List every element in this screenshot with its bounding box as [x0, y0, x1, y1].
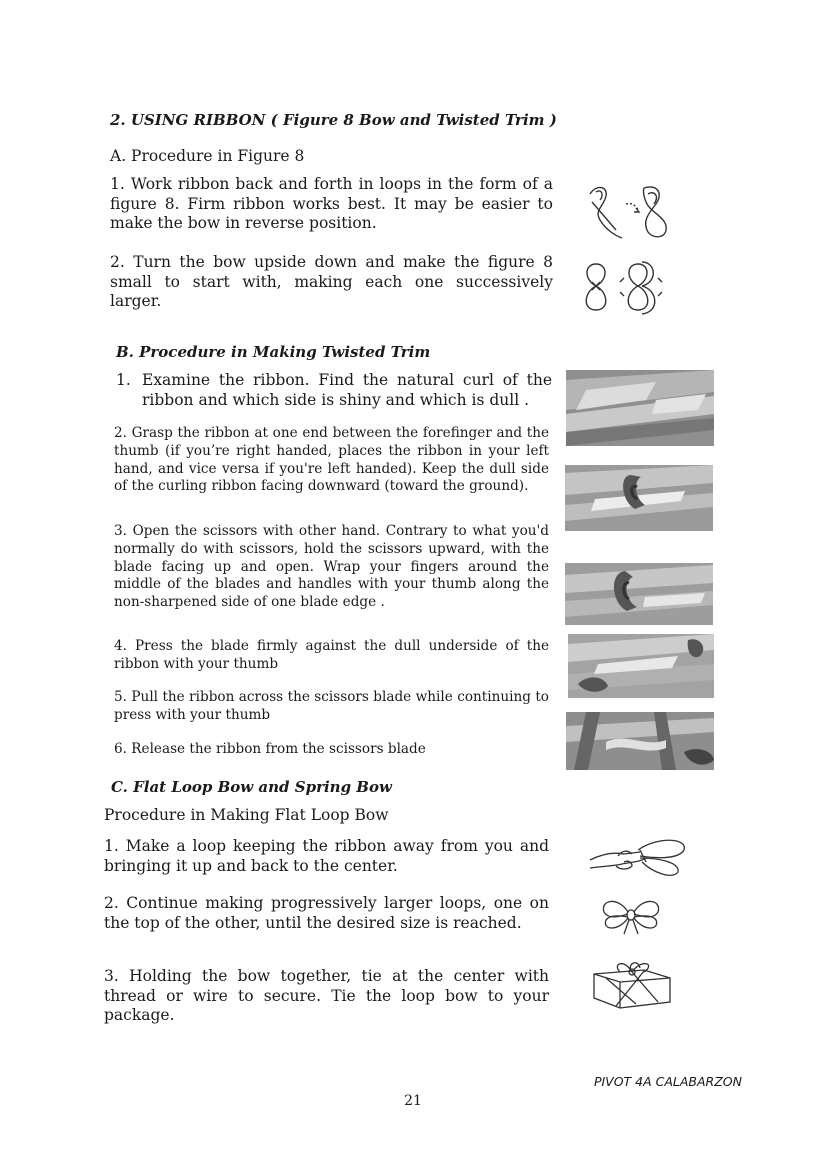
b-step-6: 6. Release the ribbon from the scissors blade	[114, 741, 426, 757]
b-step-3: 3. Open the scissors with other hand. Contrary to what you'd normally do with scissors, hold the scissors upward, with the blade facing up and open. Wrap your fingers around the middle of the blades and handles with your thumb along the non-sharpened side of one blade edge .	[114, 523, 549, 611]
b-step-1-number: 1.	[116, 371, 131, 389]
a-step-1: 1. Work ribbon back and forth in loops in the form of a figure 8. Firm ribbon works best. It may be easier to make the bow in reverse position.	[110, 175, 553, 232]
b-step-1-text: Examine the ribbon. Find the natural curl of the ribbon and which side is shiny and which is dull .	[142, 371, 552, 409]
c-step-1: 1. Make a loop keeping the ribbon away from you and bringing it up and back to the center.	[104, 837, 549, 875]
flat-loop-step1-illustration	[588, 832, 692, 880]
a-step-2: 2. Turn the bow upside down and make the figure 8 small to start with, making each one successively larger.	[110, 253, 553, 310]
figure8-step1-illustration	[582, 182, 674, 242]
subsection-c-subheading: Procedure in Making Flat Loop Bow	[104, 806, 389, 824]
c-step-2: 2. Continue making progressively larger loops, one on the top of the other, until the desired size is reached.	[104, 894, 549, 932]
twisted-trim-photo-3	[565, 563, 713, 625]
twisted-trim-photo-1	[566, 370, 714, 446]
subsection-b-heading: B. Procedure in Making Twisted Trim	[116, 343, 431, 361]
page-number: 21	[404, 1093, 422, 1109]
subsection-c-heading: C. Flat Loop Bow and Spring Bow	[111, 778, 392, 796]
b-step-4: 4. Press the blade firmly against the dull underside of the ribbon with your thumb	[114, 638, 549, 672]
figure8-step2-illustration	[578, 258, 670, 316]
b-step-1	[116, 371, 552, 410]
c-step-3: 3. Holding the bow together, tie at the center with thread or wire to secure. Tie the loop bow to your package.	[104, 967, 549, 1024]
flat-loop-step3-illustration	[590, 956, 674, 1012]
b-step-5: 5. Pull the ribbon across the scissors blade while continuing to press with your thumb	[114, 689, 549, 723]
footer-label: PIVOT 4A CALABARZON	[593, 1074, 742, 1089]
flat-loop-step2-illustration	[598, 894, 664, 936]
twisted-trim-photo-4	[568, 634, 714, 698]
subsection-a-heading: A. Procedure in Figure 8	[110, 147, 305, 165]
section-title: 2. USING RIBBON ( Figure 8 Bow and Twisted Trim )	[110, 111, 557, 129]
b-step-2: 2. Grasp the ribbon at one end between the forefinger and the thumb (if you’re right handed, places the ribbon in your left hand, and vice versa if you're left handed). Keep the dull side of the curling ribbon facing downward (toward the ground).	[114, 425, 549, 495]
twisted-trim-photo-5	[566, 712, 714, 770]
twisted-trim-photo-2	[565, 465, 713, 531]
